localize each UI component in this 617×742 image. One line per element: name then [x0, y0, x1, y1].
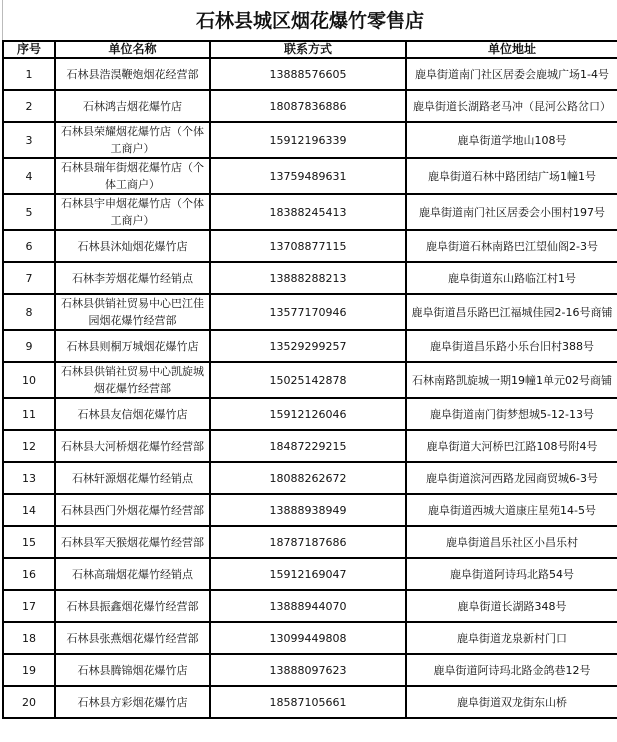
cell-contact[interactable] — [210, 158, 406, 194]
cell-name-text: 石林县军天猴烟花爆竹经营部 — [61, 535, 204, 549]
cell-name[interactable] — [55, 398, 210, 430]
cell-address[interactable] — [406, 194, 617, 230]
cell-address-text: 鹿阜街道南门街梦想城5-12-13号 — [430, 407, 594, 421]
cell-name-text: 石林县西门外烟花爆竹经营部 — [61, 503, 204, 517]
cell-contact-text: 18587105661 — [269, 695, 347, 709]
cell-name-text: 石林轩源烟花爆竹经销点 — [72, 471, 193, 485]
table-row — [3, 362, 617, 398]
cell-contact[interactable] — [210, 230, 406, 262]
cell-name[interactable] — [55, 294, 210, 330]
cell-index-text: 15 — [22, 535, 36, 549]
cell-index-text: 14 — [22, 503, 36, 517]
cell-address-text: 鹿阜街道昌乐路巴江福城佳园2-16号商铺 — [411, 305, 613, 319]
cell-address-text: 鹿阜街道南门社区居委会鹿城广场1-4号 — [415, 67, 609, 81]
cell-index-text: 1 — [25, 67, 33, 81]
cell-name-text: 石林县瑞年街烟花爆竹店（个体工商户） — [61, 161, 204, 191]
cell-contact[interactable] — [210, 686, 406, 718]
cell-index[interactable] — [3, 462, 55, 494]
cell-address[interactable] — [406, 158, 617, 194]
cell-contact-text: 13759489631 — [269, 169, 347, 183]
cell-contact-text: 18087836886 — [269, 99, 347, 113]
cell-name[interactable] — [55, 262, 210, 294]
cell-index[interactable] — [3, 622, 55, 654]
cell-contact[interactable] — [210, 398, 406, 430]
cell-address-text: 鹿阜街道长湖路老马冲（昆河公路岔口） — [413, 99, 611, 113]
cell-contact-text: 13888938949 — [269, 503, 347, 517]
table-row — [3, 430, 617, 462]
cell-name[interactable] — [55, 686, 210, 718]
cell-name[interactable] — [55, 230, 210, 262]
cell-address[interactable] — [406, 58, 617, 90]
cell-address-text: 鹿阜街道石林中路团结广场1幢1号 — [428, 169, 596, 183]
cell-index[interactable] — [3, 494, 55, 526]
sheet-title: 石林县城区烟花爆竹零售店 — [2, 0, 617, 40]
cell-index[interactable] — [3, 122, 55, 158]
cell-name-text: 石林县宇申烟花爆竹店（个体工商户） — [61, 197, 204, 227]
cell-name[interactable] — [55, 58, 210, 90]
cell-index[interactable] — [3, 58, 55, 90]
cell-contact[interactable] — [210, 622, 406, 654]
cell-index[interactable] — [3, 90, 55, 122]
cell-contact[interactable] — [210, 494, 406, 526]
table-row — [3, 398, 617, 430]
cell-name-text: 石林县振鑫烟花爆竹经营部 — [66, 599, 199, 613]
cell-address-text: 鹿阜街道西城大道康庄星苑14-5号 — [428, 503, 596, 517]
cell-index-text: 5 — [25, 205, 33, 219]
table-row — [3, 294, 617, 330]
cell-name[interactable] — [55, 90, 210, 122]
cell-contact-text: 15912126046 — [269, 407, 347, 421]
cell-contact[interactable] — [210, 90, 406, 122]
cell-index-text: 8 — [25, 305, 33, 319]
cell-index[interactable] — [3, 294, 55, 330]
cell-contact-text: 13888097623 — [269, 663, 347, 677]
cell-index-text: 18 — [22, 631, 36, 645]
cell-index-text: 12 — [22, 439, 36, 453]
cell-contact[interactable] — [210, 122, 406, 158]
cell-address[interactable] — [406, 230, 617, 262]
table-row — [3, 158, 617, 194]
cell-contact[interactable] — [210, 362, 406, 398]
table-row — [3, 558, 617, 590]
table-row — [3, 262, 617, 294]
cell-address[interactable] — [406, 430, 617, 462]
cell-index-text: 2 — [25, 99, 33, 113]
cell-address-text: 鹿阜街道昌乐社区小昌乐村 — [446, 535, 578, 549]
cell-address[interactable] — [406, 654, 617, 686]
cell-contact[interactable] — [210, 262, 406, 294]
cell-address-text: 鹿阜街道龙泉新村门口 — [457, 631, 567, 645]
cell-address-text: 鹿阜街道长湖路348号 — [457, 599, 567, 613]
cell-index[interactable] — [3, 362, 55, 398]
cell-name-text: 石林县腾锦烟花爆竹店 — [77, 663, 188, 677]
cell-address[interactable] — [406, 590, 617, 622]
cell-contact[interactable] — [210, 590, 406, 622]
cell-index-text: 4 — [25, 169, 33, 183]
table-row — [3, 654, 617, 686]
cell-contact-text: 18787187686 — [269, 535, 347, 549]
cell-address-text: 鹿阜街道昌乐路小乐台旧村388号 — [430, 339, 594, 353]
cell-index-text: 20 — [22, 695, 36, 709]
cell-index[interactable] — [3, 262, 55, 294]
cell-index[interactable] — [3, 230, 55, 262]
cell-name[interactable] — [55, 558, 210, 590]
cell-name[interactable] — [55, 122, 210, 158]
cell-index[interactable] — [3, 398, 55, 430]
cell-index[interactable] — [3, 194, 55, 230]
table-row — [3, 526, 617, 558]
cell-index-text: 19 — [22, 663, 36, 677]
cell-address-text: 鹿阜街道石林南路巴江望仙阁2-3号 — [426, 239, 598, 253]
cell-contact[interactable] — [210, 430, 406, 462]
cell-contact[interactable] — [210, 58, 406, 90]
cell-address-text: 石林南路凯旋城一期19幢1单元02号商铺 — [412, 373, 612, 387]
cell-contact-text: 13099449808 — [269, 631, 347, 645]
cell-contact-text: 13577170946 — [269, 305, 347, 319]
cell-index[interactable] — [3, 330, 55, 362]
table-row — [3, 462, 617, 494]
cell-contact-text: 15912169047 — [269, 567, 347, 581]
cell-address[interactable] — [406, 526, 617, 558]
cell-contact-text: 18088262672 — [269, 471, 347, 485]
cell-contact-text: 13529299257 — [269, 339, 347, 353]
cell-name[interactable] — [55, 462, 210, 494]
cell-contact[interactable] — [210, 462, 406, 494]
cell-name-text: 石林县浩淏鞭炮烟花经营部 — [66, 67, 199, 81]
cell-index-text: 3 — [25, 133, 33, 147]
table-row — [3, 494, 617, 526]
cell-index[interactable] — [3, 526, 55, 558]
cell-index-text: 6 — [25, 239, 33, 253]
cell-name-text: 石林高瑞烟花爆竹经销点 — [72, 567, 193, 581]
cell-contact[interactable] — [210, 654, 406, 686]
cell-contact-text: 13888288213 — [269, 271, 347, 285]
cell-contact[interactable] — [210, 330, 406, 362]
shop-table — [2, 40, 617, 719]
cell-name-text: 石林县荣耀烟花爆竹店（个体工商户） — [61, 125, 204, 155]
cell-address[interactable] — [406, 622, 617, 654]
cell-contact[interactable] — [210, 194, 406, 230]
table-row — [3, 590, 617, 622]
cell-contact[interactable] — [210, 526, 406, 558]
cell-name[interactable] — [55, 654, 210, 686]
cell-name-text: 石林县大河桥烟花爆竹经营部 — [61, 439, 204, 453]
cell-index-text: 10 — [22, 373, 36, 387]
spreadsheet — [2, 0, 617, 719]
cell-address[interactable] — [406, 462, 617, 494]
cell-name[interactable] — [55, 526, 210, 558]
cell-address-text: 鹿阜街道阿诗玛北路金鸽巷12号 — [433, 663, 591, 677]
cell-name[interactable] — [55, 430, 210, 462]
cell-address-text: 鹿阜街道大河桥巴江路108号附4号 — [426, 439, 598, 453]
cell-address[interactable] — [406, 362, 617, 398]
table-row — [3, 622, 617, 654]
cell-name-text: 石林李芳烟花爆竹经销点 — [72, 271, 193, 285]
cell-contact-text: 13708877115 — [269, 239, 347, 253]
cell-contact[interactable] — [210, 294, 406, 330]
header-name[interactable]: 单位名称 — [55, 41, 210, 58]
cell-name-text: 石林鸿吉烟花爆竹店 — [83, 99, 182, 113]
cell-address[interactable] — [406, 294, 617, 330]
cell-index-text: 9 — [25, 339, 33, 353]
cell-index[interactable] — [3, 430, 55, 462]
header-contact[interactable]: 联系方式 — [210, 41, 406, 58]
cell-name-text: 石林县友信烟花爆竹店 — [77, 407, 188, 421]
cell-address[interactable] — [406, 558, 617, 590]
cell-address-text: 鹿阜街道学地山108号 — [457, 133, 567, 147]
cell-contact-text: 15912196339 — [269, 133, 347, 147]
cell-address[interactable] — [406, 122, 617, 158]
cell-index[interactable] — [3, 158, 55, 194]
cell-name-text: 石林县则桐万城烟花爆竹店 — [66, 339, 199, 353]
cell-name[interactable] — [55, 622, 210, 654]
cell-index-text: 17 — [22, 599, 36, 613]
cell-address-text: 鹿阜街道东山路临江村1号 — [448, 271, 576, 285]
table-row — [3, 90, 617, 122]
table-row — [3, 58, 617, 90]
cell-address-text: 鹿阜街道阿诗玛北路54号 — [450, 567, 574, 581]
cell-index-text: 11 — [22, 407, 36, 421]
cell-address[interactable] — [406, 330, 617, 362]
cell-name-text: 石林县方彩烟花爆竹店 — [77, 695, 188, 709]
cell-index-text: 13 — [22, 471, 36, 485]
cell-name[interactable] — [55, 590, 210, 622]
cell-name[interactable] — [55, 494, 210, 526]
header-address[interactable]: 单位地址 — [406, 41, 617, 58]
cell-index[interactable] — [3, 654, 55, 686]
cell-address[interactable] — [406, 262, 617, 294]
table-row — [3, 330, 617, 362]
cell-contact-text: 13888576605 — [269, 67, 347, 81]
cell-index-text: 7 — [25, 271, 33, 285]
cell-address[interactable] — [406, 686, 617, 718]
cell-name-text: 石林县供销社贸易中心巴江佳园烟花爆竹经营部 — [61, 297, 204, 327]
cell-contact-text: 18388245413 — [269, 205, 347, 219]
cell-name-text: 石林县供销社贸易中心凯旋城烟花爆竹经营部 — [61, 365, 204, 395]
header-row — [3, 41, 617, 58]
cell-name-text: 石林县沐灿烟花爆竹店 — [77, 239, 188, 253]
cell-index[interactable] — [3, 590, 55, 622]
cell-name-text: 石林县张燕烟花爆竹经营部 — [66, 631, 199, 645]
cell-address-text: 鹿阜街道双龙街东山桥 — [457, 695, 567, 709]
cell-address[interactable] — [406, 90, 617, 122]
cell-name[interactable] — [55, 194, 210, 230]
cell-address-text: 鹿阜街道南门社区居委会小围村197号 — [419, 205, 605, 219]
cell-index[interactable] — [3, 686, 55, 718]
table-row — [3, 122, 617, 158]
cell-address[interactable] — [406, 398, 617, 430]
cell-address-text: 鹿阜街道滨河西路龙园商贸城6-3号 — [426, 471, 598, 485]
cell-contact-text: 13888944070 — [269, 599, 347, 613]
cell-contact-text: 18487229215 — [269, 439, 347, 453]
cell-index-text: 16 — [22, 567, 36, 581]
cell-address[interactable] — [406, 494, 617, 526]
header-index[interactable]: 序号 — [3, 41, 55, 58]
cell-index[interactable] — [3, 558, 55, 590]
table-row — [3, 230, 617, 262]
cell-name[interactable] — [55, 362, 210, 398]
table-row — [3, 686, 617, 718]
table-row — [3, 194, 617, 230]
cell-name[interactable] — [55, 158, 210, 194]
cell-contact[interactable] — [210, 558, 406, 590]
cell-contact-text: 15025142878 — [269, 373, 347, 387]
cell-name[interactable] — [55, 330, 210, 362]
